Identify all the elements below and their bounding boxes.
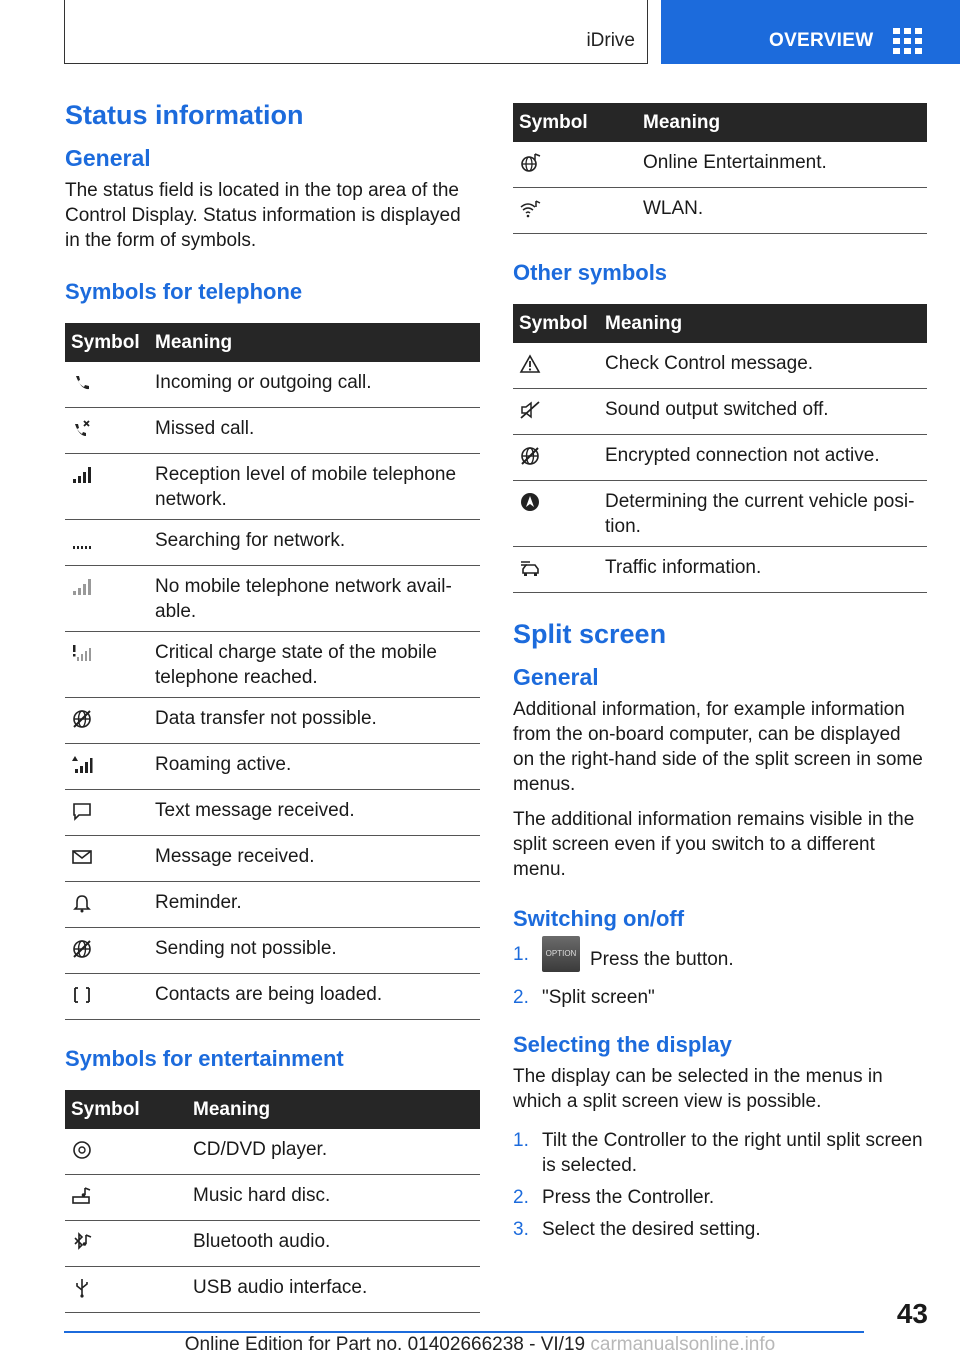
globe-crossed-icon xyxy=(71,939,93,959)
hard-disc-icon xyxy=(71,1186,93,1206)
warning-triangle-icon xyxy=(519,354,541,374)
position-icon xyxy=(519,492,541,512)
grid-icon xyxy=(893,28,923,54)
meaning-column-header: Meaning xyxy=(187,1090,480,1129)
table-row xyxy=(513,142,927,188)
table-row xyxy=(513,343,927,389)
symbol-column-header: Symbol xyxy=(513,103,637,142)
symbol-cell xyxy=(65,790,149,836)
step-text: "Split screen" xyxy=(542,987,655,1008)
usb-icon xyxy=(71,1278,93,1298)
meaning-cell: Incoming or outgoing call. xyxy=(149,362,480,408)
selecting-heading: Selecting the display xyxy=(513,1032,732,1057)
symbol-cell xyxy=(65,974,149,1020)
table-row xyxy=(65,974,480,1020)
symbol-cell xyxy=(65,1267,187,1313)
symbol-cell xyxy=(513,188,637,234)
watermark: carmanualsonline.info xyxy=(590,1334,776,1355)
meaning-cell: Searching for network. xyxy=(149,520,480,566)
disc-icon xyxy=(71,1140,93,1160)
meaning-cell: Determining the current vehicle posi-tion. xyxy=(599,481,927,547)
speech-bubble-icon xyxy=(71,801,93,821)
meaning-cell: Text message received. xyxy=(149,790,480,836)
entertainment-symbols-table xyxy=(65,1090,480,1313)
step-text: Press the button. xyxy=(590,949,734,971)
symbol-cell xyxy=(513,343,599,389)
step-text: Tilt the Controller to the right until split screen is selected. xyxy=(542,1130,923,1176)
symbol-cell xyxy=(65,698,149,744)
symbol-cell xyxy=(65,836,149,882)
step-text: Select the desired setting. xyxy=(542,1219,761,1240)
meaning-cell: Missed call. xyxy=(149,408,480,454)
list-item xyxy=(513,1217,927,1242)
entertainment-heading: Symbols for entertainment xyxy=(65,1046,344,1071)
step-number: 2. xyxy=(513,1187,529,1208)
symbol-column-header: Symbol xyxy=(65,1090,187,1129)
split-general-heading: General xyxy=(513,664,599,690)
missed-call-icon xyxy=(71,419,93,439)
symbol-cell xyxy=(513,142,637,188)
table-row xyxy=(65,836,480,882)
list-item xyxy=(513,985,927,1010)
symbol-column-header: Symbol xyxy=(65,323,149,362)
globe-crossed-icon xyxy=(519,446,541,466)
meaning-column-header: Meaning xyxy=(637,103,927,142)
symbol-cell xyxy=(65,1129,187,1175)
symbol-cell xyxy=(65,566,149,632)
table-row xyxy=(513,481,927,547)
bluetooth-audio-icon xyxy=(71,1232,93,1252)
footer-divider xyxy=(64,1331,864,1333)
table-row xyxy=(513,188,927,234)
symbol-cell xyxy=(65,362,149,408)
symbol-column-header: Symbol xyxy=(513,304,599,343)
symbol-cell xyxy=(65,520,149,566)
table-row xyxy=(65,928,480,974)
edition-text: Online Edition for Part no. 01402666238 - VI/19 xyxy=(184,1334,586,1355)
wlan-icon xyxy=(519,199,541,219)
switching-heading: Switching on/off xyxy=(513,906,685,931)
no-signal-icon xyxy=(71,577,93,597)
symbol-cell xyxy=(513,435,599,481)
table-row xyxy=(513,389,927,435)
table-row xyxy=(513,547,927,593)
symbol-cell xyxy=(65,744,149,790)
meaning-cell: Encrypted connection not active. xyxy=(599,435,927,481)
table-row xyxy=(65,1267,480,1313)
left-column xyxy=(65,100,480,1313)
meaning-cell: Critical charge state of the mobile telephone reached. xyxy=(149,632,480,698)
meaning-cell: Music hard disc. xyxy=(187,1175,480,1221)
meaning-cell: CD/DVD player. xyxy=(187,1129,480,1175)
meaning-cell: Check Control message. xyxy=(599,343,927,389)
selecting-steps xyxy=(513,1128,927,1242)
contacts-loading-icon xyxy=(71,985,93,1005)
step-number: 1. xyxy=(513,944,529,965)
table-row xyxy=(65,882,480,928)
symbol-cell xyxy=(65,1175,187,1221)
symbol-cell xyxy=(65,408,149,454)
globe-crossed-icon xyxy=(71,709,93,729)
table-row xyxy=(513,435,927,481)
searching-dots-icon xyxy=(71,531,93,551)
step-number: 1. xyxy=(513,1130,529,1151)
telephone-heading: Symbols for telephone xyxy=(65,279,303,304)
header-bar xyxy=(64,0,648,64)
symbol-cell xyxy=(65,928,149,974)
other-symbols-table xyxy=(513,304,927,593)
selecting-text: The display can be selected in the menus in which a split screen view is possible. xyxy=(513,1066,883,1112)
symbol-cell xyxy=(65,454,149,520)
general-text: The status field is located in the top area of the Control Display. Status information is displayed in the form of symbols. xyxy=(65,180,461,251)
right-column xyxy=(513,103,927,1252)
table-row xyxy=(65,1175,480,1221)
meaning-cell: WLAN. xyxy=(637,188,927,234)
symbol-cell xyxy=(513,389,599,435)
table-row xyxy=(65,790,480,836)
table-row xyxy=(65,1129,480,1175)
handset-icon xyxy=(71,373,93,393)
page-number: 43 xyxy=(896,1298,928,1329)
table-row xyxy=(65,362,480,408)
table-row xyxy=(65,632,480,698)
meaning-cell: Roaming active. xyxy=(149,744,480,790)
meaning-cell: No mobile telephone network avail-able. xyxy=(149,566,480,632)
meaning-cell: Sending not possible. xyxy=(149,928,480,974)
table-row xyxy=(65,408,480,454)
meaning-column-header: Meaning xyxy=(599,304,927,343)
bell-icon xyxy=(71,893,93,913)
split-text-1: Additional information, for example information from the on-board computer, can be displayed on the right-hand side of the split screen in some menus. xyxy=(513,699,923,795)
table-row xyxy=(65,566,480,632)
footer-text xyxy=(0,1334,960,1356)
speaker-off-icon xyxy=(519,400,541,420)
general-heading: General xyxy=(65,145,151,171)
other-symbols-heading: Other symbols xyxy=(513,260,668,285)
header-title: iDrive xyxy=(586,30,635,51)
step-number: 2. xyxy=(513,987,529,1008)
meaning-cell: Online Entertainment. xyxy=(637,142,927,188)
meaning-cell: Bluetooth audio. xyxy=(187,1221,480,1267)
list-item xyxy=(513,1128,927,1178)
meaning-cell: USB audio interface. xyxy=(187,1267,480,1313)
list-item xyxy=(513,942,927,978)
step-number: 3. xyxy=(513,1219,529,1240)
switching-steps xyxy=(513,942,927,1010)
table-row xyxy=(65,698,480,744)
roaming-icon xyxy=(71,755,93,775)
symbol-cell xyxy=(65,882,149,928)
status-information-heading: Status information xyxy=(65,100,304,130)
option-button-icon: OPTION xyxy=(542,936,580,972)
table-row xyxy=(65,520,480,566)
symbol-cell xyxy=(513,481,599,547)
meaning-cell: Traffic information. xyxy=(599,547,927,593)
symbol-cell xyxy=(65,1221,187,1267)
meaning-cell: Sound output switched off. xyxy=(599,389,927,435)
meaning-cell: Reminder. xyxy=(149,882,480,928)
meaning-cell: Reception level of mobile telephone network. xyxy=(149,454,480,520)
table-row xyxy=(65,1221,480,1267)
meaning-cell: Data transfer not possible. xyxy=(149,698,480,744)
envelope-icon xyxy=(71,847,93,867)
overview-label: OVERVIEW xyxy=(769,30,874,51)
split-text-2: The additional information remains visible in the split screen even if you switch to a different menu. xyxy=(513,809,915,880)
step-text: Press the Controller. xyxy=(542,1187,715,1208)
split-screen-heading: Split screen xyxy=(513,619,667,649)
table-row xyxy=(65,454,480,520)
overview-tab[interactable] xyxy=(661,0,960,64)
online-symbols-table xyxy=(513,103,927,234)
meaning-cell: Contacts are being loaded. xyxy=(149,974,480,1020)
online-entertainment-icon xyxy=(519,153,541,173)
list-item xyxy=(513,1185,927,1210)
traffic-car-icon xyxy=(519,558,541,578)
table-row xyxy=(65,744,480,790)
symbol-cell xyxy=(513,547,599,593)
telephone-symbols-table xyxy=(65,323,480,1020)
meaning-cell: Message received. xyxy=(149,836,480,882)
symbol-cell xyxy=(65,632,149,698)
meaning-column-header: Meaning xyxy=(149,323,480,362)
signal-bars-icon xyxy=(71,465,93,485)
low-charge-icon xyxy=(71,643,93,663)
